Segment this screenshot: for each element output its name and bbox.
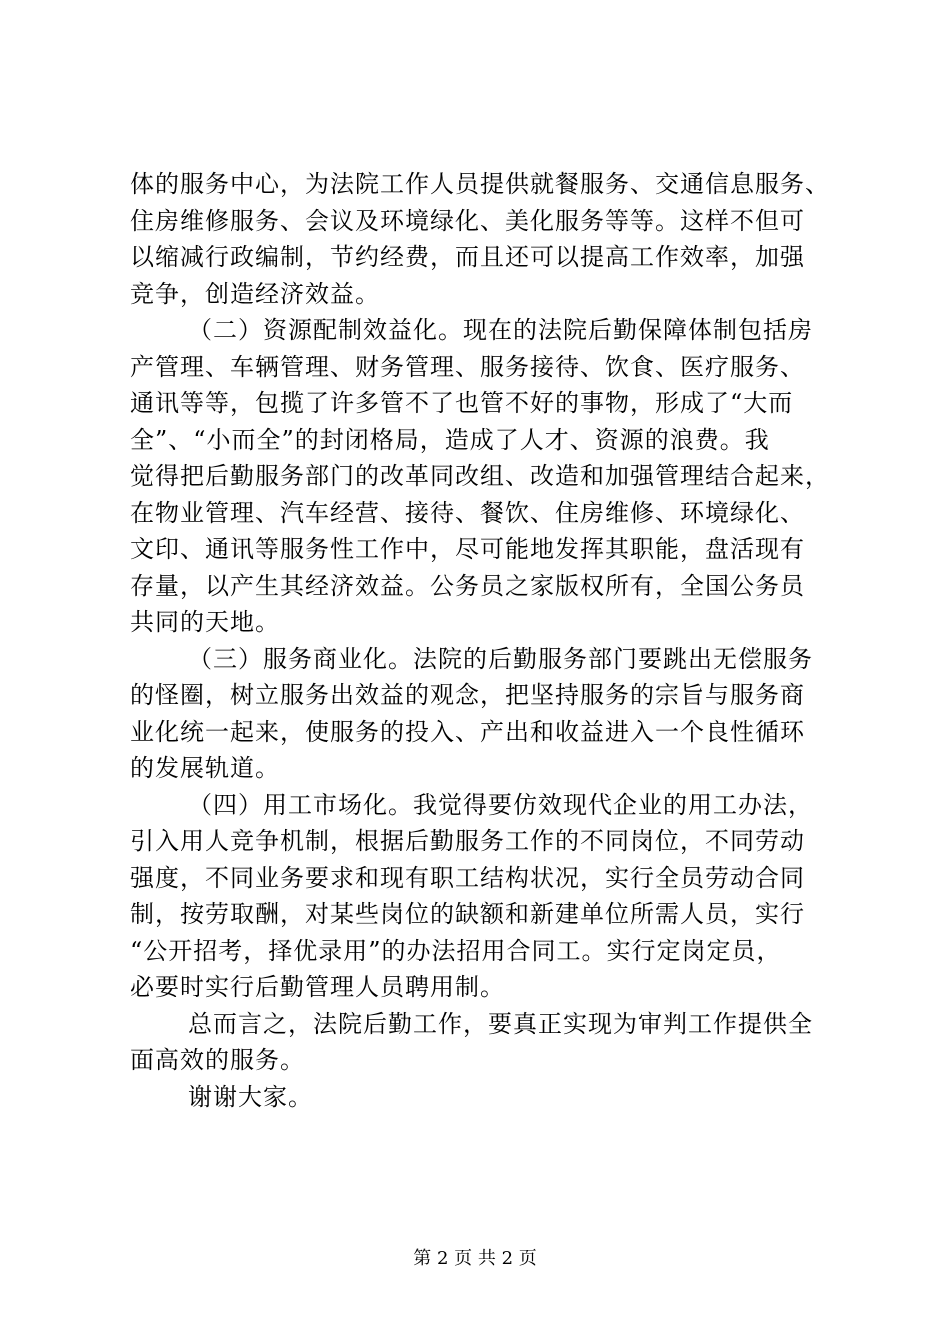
page-number-footer: 第 2 页 共 2 页 [413, 1248, 537, 1269]
text-line: 住房维修服务、会议及环境绿化、美化服务等等。这样不但可 [130, 206, 805, 235]
text-line: 产管理、车辆管理、财务管理、服务接待、饮食、医疗服务、 [130, 352, 805, 381]
text-line: 的怪圈，树立服务出效益的观念，把坚持服务的宗旨与服务商 [130, 681, 805, 709]
paragraph-4-start: （四）用工市场化。我觉得要仿效现代企业的用工办法， [188, 790, 813, 819]
text-line: 的发展轨道。 [130, 754, 280, 782]
text-line: 通讯等等，包揽了许多管不了也管不好的事物，形成了“大而 [130, 389, 794, 417]
text-line: 以缩减行政编制，节约经费，而且还可以提高工作效率，加强 [130, 243, 805, 271]
paragraph-3-start: （三）服务商业化。法院的后勤服务部门要跳出无偿服务 [188, 644, 813, 673]
paragraph-2-start: （二）资源配制效益化。现在的法院后勤保障体制包括房 [188, 316, 813, 344]
text-line: 强度，不同业务要求和现有职工结构状况，实行全员劳动合同 [130, 863, 805, 892]
text-line: 文印、通讯等服务性工作中，尽可能地发挥其职能，盘活现有 [130, 535, 805, 563]
text-line: 必要时实行后勤管理人员聘用制。 [130, 973, 505, 1001]
text-line: 面高效的服务。 [130, 1046, 305, 1074]
text-line: 业化统一起来，使服务的投入、产出和收益进入一个良性循环 [130, 717, 805, 746]
conclusion-paragraph-start: 总而言之，法院后勤工作，要真正实现为审判工作提供全 [188, 1009, 813, 1038]
text-line: 在物业管理、汽车经营、接待、餐饮、住房维修、环境绿化、 [130, 498, 805, 527]
text-line: 觉得把后勤服务部门的改革同改组、改造和加强管理结合起来， [130, 462, 830, 490]
closing-thanks: 谢谢大家。 [188, 1082, 313, 1111]
text-line: 引入用人竞争机制，根据后勤服务工作的不同岗位，不同劳动 [130, 827, 805, 855]
text-line: “公开招考，择优录用”的办法招用合同工。实行定岗定员， [130, 936, 782, 965]
text-line: 竞争，创造经济效益。 [130, 279, 380, 308]
text-line: 存量，以产生其经济效益。公务员之家版权所有，全国公务员 [130, 571, 805, 600]
text-line: 共同的天地。 [130, 608, 280, 636]
text-line: 全”、“小而全”的封闭格局，造成了人才、资源的浪费。我 [130, 425, 770, 454]
text-line: 体的服务中心，为法院工作人员提供就餐服务、交通信息服务、 [130, 170, 830, 198]
document-body [130, 166, 830, 1115]
text-line: 制，按劳取酬，对某些岗位的缺额和新建单位所需人员，实行 [130, 900, 805, 928]
